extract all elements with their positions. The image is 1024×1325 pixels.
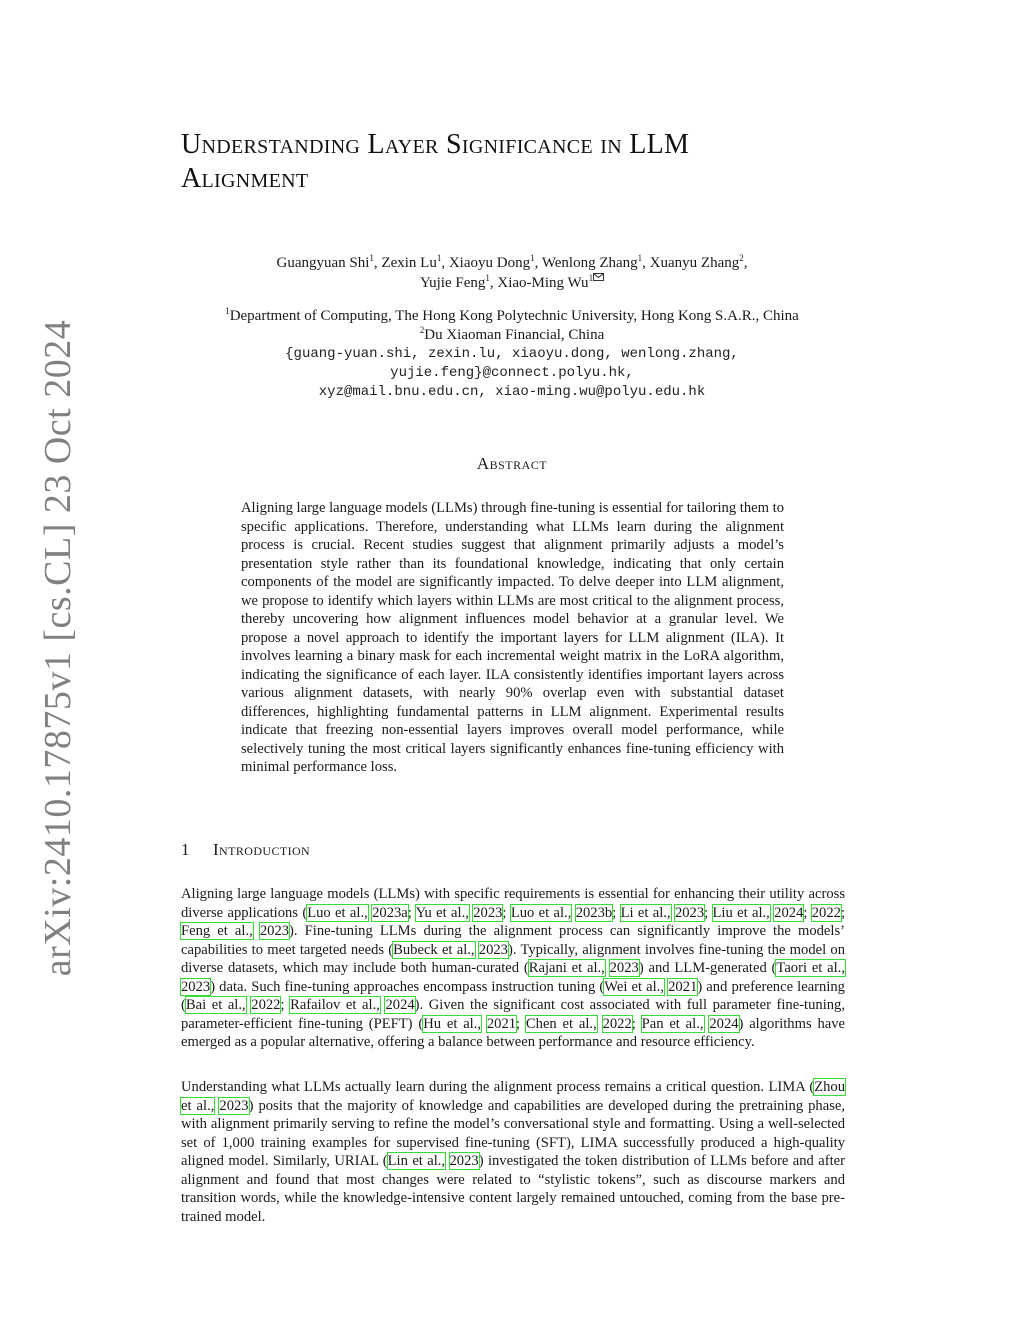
citation-year-link[interactable]: 2023b — [575, 904, 613, 921]
citation-year-link[interactable]: 2023 — [674, 904, 705, 921]
citation-year-link[interactable]: 2024 — [385, 997, 415, 1013]
author-affiliation-mark: 1 — [637, 253, 643, 263]
author-name: Wenlong Zhang — [541, 255, 638, 271]
abstract-body: Aligning large language models (LLMs) through fine-tuning is essential for tailoring them to specific applications. Therefore, understanding what LLMs learn during the alignment process is crucial. Recent studies suggest that alignment primarily adjusts a model’s presentation style rather than its foundational knowledge, indicating that only certain components of the model are significantly impacted. To delve deeper into LLM alignment, we propose to identify which layers within LLMs are most critical to the alignment process, thereby uncovering how alignment influences model behavior at a granular level. We propose a novel approach to identify the important layers for LLM alignment (ILA). It involves learning a binary mask for each incremental weight matrix in the LoRA algorithm, indicating the significance of each layer. ILA consistently identifies important layers across various alignment datasets, with nearly 90% overlap even with substantial dataset differences, highlighting fundamental patterns in LLM alignment. Experimental results indicate that freezing non-essential layers improves overall model performance, while selectively tuning the most critical layers significantly enhances fine-tuning efficiency with minimal performance loss. — [241, 500, 784, 775]
author-name: Xuanyu Zhang — [649, 255, 740, 271]
body-text: ; — [612, 904, 621, 921]
author-list: Guangyuan Shi$^1$, Zexin Lu$^1$, Xiaoyu Dong$^1$, Wenlong Zhang$^1$, Xuanyu Zhang$^2$, Yujie Feng$^1$, Xiao-Ming Wu$^1$ — [276, 253, 748, 291]
body-text: Aligning large language models (LLMs) with specific requirements is essential for enhancing their utility across diverse applications ( — [181, 886, 845, 921]
email-line-2: yujie.feng}@connect.polyu.hk, — [390, 365, 634, 381]
author-name: Zexin Lu — [381, 255, 437, 271]
body-text: ; — [840, 904, 845, 921]
author-affiliation-mark: 1 — [530, 253, 535, 263]
citation-year-link[interactable]: 2022 — [602, 1015, 632, 1032]
citation-year-link[interactable]: 2023 — [478, 941, 508, 958]
author-name: Xiaoyu Dong — [448, 255, 531, 271]
body-text: ) posits that the majority of knowledge and capabilities are developed during the pretraining phase, with alignment primarily serving to refine the model’s conversational style and formatting. Using a well-selected set of 1,000 training examples for supervised fine-tuning (SFT), LIMA successfully produced a high-quality aligned model. Similarly, URIAL ( — [181, 1097, 846, 1169]
citation-year-link[interactable]: 2023a — [372, 904, 408, 921]
citation-link[interactable]: Taori et al., — [776, 960, 845, 976]
affiliation-1: Department of Computing, The Hong Kong Polytechnic University, Hong Kong S.A.R., China — [229, 308, 799, 324]
citation-year-link[interactable]: 2021 — [668, 978, 698, 995]
citation-link[interactable]: Li et al., — [620, 904, 671, 921]
citation-year-link[interactable]: 2023 — [449, 1153, 479, 1169]
body-text: Understanding what LLMs actually learn during the alignment process remains a critical question. LIMA ( — [181, 1079, 815, 1095]
body-text: ). Given the significant cost associated with full parameter fine-tuning, parameter-efficient fine-tuning (PEFT) ( — [181, 997, 845, 1032]
body-text: ). Typically, alignment involves fine-tuning the model on diverse datasets, which may include both human-curated ( — [181, 941, 845, 976]
abstract-heading: Abstract — [476, 454, 548, 473]
author-name: Xiao-Ming Wu — [497, 275, 589, 291]
citation-link[interactable]: Luo et al., — [510, 904, 572, 921]
citation-year-link[interactable]: 2023 — [181, 978, 211, 995]
body-text: ; — [516, 1015, 526, 1032]
author-affiliation-mark: 2 — [739, 253, 744, 263]
citation-link[interactable]: Wei et al., — [604, 978, 664, 995]
section-title: Introduction — [213, 840, 311, 859]
citation-link[interactable]: Feng et al., — [181, 923, 253, 939]
citation-year-link[interactable]: 2024 — [774, 904, 804, 921]
author-emails — [180, 345, 844, 402]
body-text: ) data. Such fine-tuning approaches encompass instruction tuning ( — [210, 978, 605, 995]
citation-link[interactable]: Rajani et al., — [528, 960, 605, 976]
citation-year-link[interactable]: 2023 — [473, 904, 503, 921]
body-text: ) algorithms have emerged as a popular alternative, offering a balance between performance and resource efficiency. — [181, 1015, 845, 1050]
affiliations — [180, 307, 844, 345]
citation-link[interactable]: Zhou et al., — [181, 1079, 845, 1114]
body-text: ) and preference learning ( — [181, 978, 845, 1013]
citation-link[interactable]: Chen et al., — [525, 1015, 597, 1032]
body-text: ; — [407, 904, 416, 921]
affiliation-mark: 2 — [419, 325, 425, 335]
paper-title — [181, 128, 861, 196]
arxiv-identifier-text: arXiv:2410.17875v1 [cs.CL] 23 Oct 2024 — [37, 319, 79, 977]
body-text: ) investigated the token distribution of LLMs before and after alignment and found that most changes were related to “stylistic tokens”, such as discourse markers and transition words, while the knowledge-intensive content largely remained untouched, coming from the base pre-trained model. — [181, 1153, 845, 1225]
title-line-1: Understanding Layer Significance in LLM — [181, 129, 690, 160]
envelope-icon — [593, 273, 604, 281]
citation-link[interactable]: Hu et al., — [423, 1015, 482, 1032]
email-line-1: {guang-yuan.shi, zexin.lu, xiaoyu.dong, wenlong.zhang, — [285, 346, 739, 362]
citation-year-link[interactable]: 2022 — [811, 904, 841, 921]
affiliation-2: Du Xiaoman Financial, China — [424, 327, 605, 343]
author-affiliation-mark: 1 — [369, 253, 374, 263]
citation-link[interactable]: Rafailov et al., — [290, 997, 380, 1013]
citation-link[interactable]: Luo et al., — [307, 904, 368, 921]
citation-year-link[interactable]: 2021 — [486, 1015, 517, 1032]
arxiv-identifier — [28, 319, 88, 977]
citation-link[interactable]: Yu et al., — [415, 904, 469, 921]
author-name: Yujie Feng — [419, 275, 486, 291]
citation-year-link[interactable]: 2023 — [259, 923, 290, 939]
body-text: ). Fine-tuning LLMs during the alignment process can significantly improve the models’ capabilities to meet targeted needs ( — [181, 923, 845, 958]
citation-year-link[interactable]: 2023 — [219, 1097, 249, 1114]
body-text: ; — [631, 1015, 642, 1032]
body-text: ) and LLM-generated ( — [638, 960, 777, 976]
body-text: ; — [704, 904, 713, 921]
title-line-2: Alignment — [181, 163, 309, 194]
citation-link[interactable]: Lin et al., — [387, 1153, 446, 1169]
author-affiliation-mark: 1 — [436, 253, 442, 263]
author-affiliation-mark: 1 — [588, 273, 594, 283]
section-heading-introduction — [181, 840, 310, 860]
email-line-3: xyz@mail.bnu.edu.cn, xiao-ming.wu@polyu.edu.hk — [318, 384, 706, 400]
intro-paragraph-2 — [181, 1078, 845, 1226]
section-number: 1 — [181, 840, 190, 859]
citation-link[interactable]: Liu et al., — [712, 904, 770, 921]
author-affiliation-mark: 1 — [485, 273, 490, 283]
citation-link[interactable]: Bubeck et al., — [393, 941, 475, 958]
author-name: Guangyuan Shi — [276, 255, 370, 271]
affiliation-mark: 1 — [225, 306, 230, 316]
citation-year-link[interactable]: 2023 — [609, 960, 639, 976]
citation-year-link[interactable]: 2024 — [709, 1015, 739, 1032]
body-text: ; — [280, 997, 291, 1013]
body-text: ; — [502, 904, 511, 921]
body-text: ; — [803, 904, 812, 921]
intro-paragraph-1 — [181, 885, 845, 1052]
citation-year-link[interactable]: 2022 — [251, 997, 281, 1013]
citation-link[interactable]: Pan et al., — [641, 1015, 704, 1032]
citation-link[interactable]: Bai et al., — [185, 997, 246, 1013]
